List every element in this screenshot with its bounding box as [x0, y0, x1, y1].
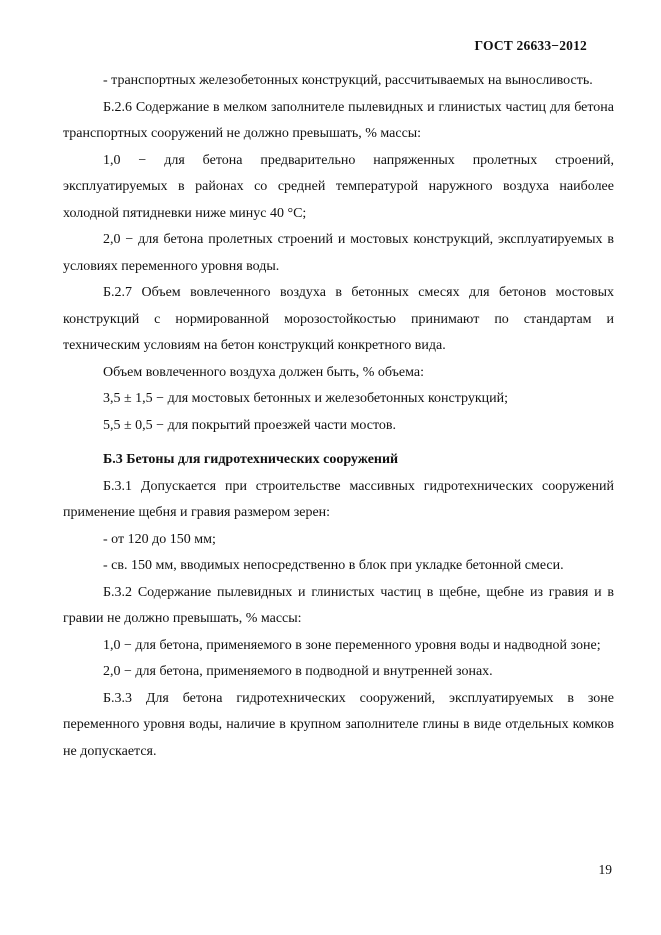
paragraph: Б.2.6 Содержание в мелком заполнителе пылевидных и глинистых частиц для бетона транспортных сооружений не должно превышать, % массы:	[63, 99, 614, 141]
page-number: 19	[598, 862, 612, 877]
paragraph: 2,0 − для бетона, применяемого в подводной и внутренней зонах.	[103, 664, 493, 679]
paragraph: - транспортных железобетонных конструкций, рассчитываемых на выносливость.	[103, 73, 593, 88]
section-heading: Б.3 Бетоны для гидротехнических сооружений	[103, 452, 399, 467]
standard-header: ГОСТ 26633−2012	[474, 38, 587, 53]
paragraph: 5,5 ± 0,5 − для покрытий проезжей части мостов.	[103, 417, 396, 433]
paragraph: Б.2.7 Объем вовлеченного воздуха в бетонных смесях для бетонов мостовых конструкций с нормированной морозостойкостью принимают по стандартам и техническим условиям на бетон конструкций конкретного вида.	[63, 285, 614, 353]
paragraph: Б.3.3 Для бетона гидротехнических сооружений, эксплуатируемых в зоне переменного уровня воды, наличие в крупном заполнителе глины в виде отдельных комков не допускается.	[63, 690, 614, 759]
document-body	[63, 68, 614, 765]
paragraph: Б.3.2 Содержание пылевидных и глинистых частиц в щебне, щебне из гравия и в гравии не должно превышать, % массы:	[63, 584, 614, 626]
paragraph: - от 120 до 150 мм;	[103, 531, 216, 547]
paragraph: 2,0 − для бетона пролетных строений и мостовых конструкций, эксплуатируемых в условиях переменного уровня воды.	[63, 232, 614, 274]
paragraph: 1,0 − для бетона, применяемого в зоне переменного уровня воды и надводной зоне;	[103, 637, 601, 653]
paragraph: Объем вовлеченного воздуха должен быть, % объема:	[103, 364, 424, 380]
paragraph: 1,0 − для бетона предварительно напряженных пролетных строений, эксплуатируемых в районах со средней температурой наружного воздуха наиболее холодной пятидневки ниже минус 40 °С;	[63, 152, 614, 221]
paragraph: Б.3.1 Допускается при строительстве массивных гидротехнических сооружений применение щебня и гравия размером зерен:	[63, 478, 614, 520]
paragraph: 3,5 ± 1,5 − для мостовых бетонных и железобетонных конструкций;	[103, 391, 509, 406]
paragraph: - св. 150 мм, вводимых непосредственно в блок при укладке бетонной смеси.	[103, 558, 564, 573]
